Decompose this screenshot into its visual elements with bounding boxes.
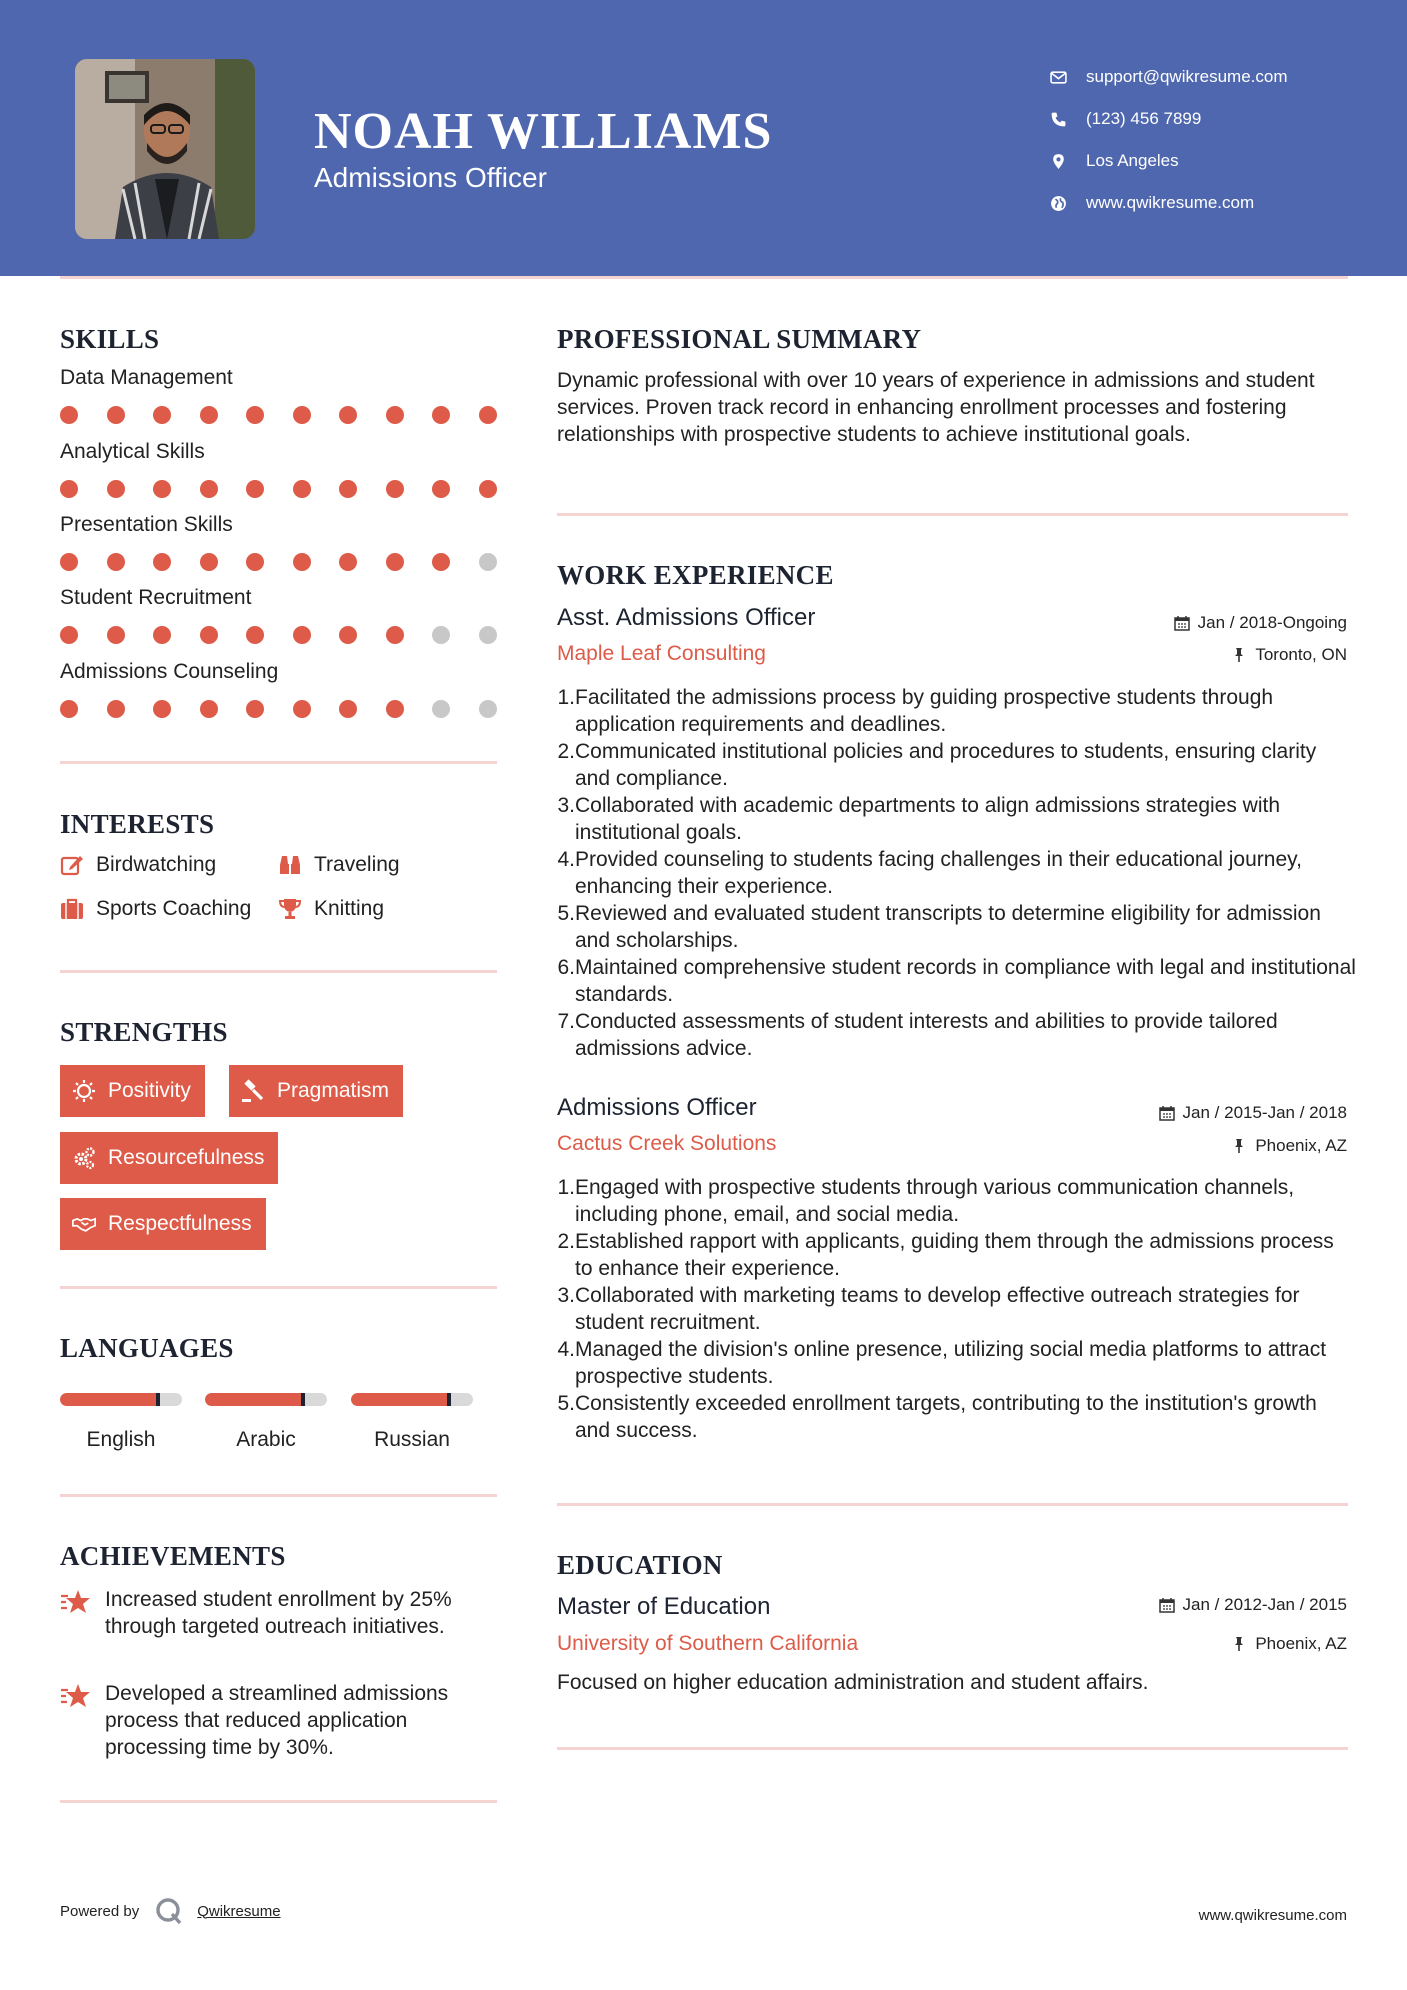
languages-title: LANGUAGES [60, 1333, 234, 1363]
skill-dot-filled [153, 700, 171, 718]
contact-phone-text: (123) 456 7899 [1086, 109, 1202, 128]
language-item [351, 1393, 473, 1452]
achievement-text: Developed a streamlined admissions process that reduced application processing time by 30%. [105, 1682, 449, 1759]
list-item-text: Managed the division's online presence, utilizing social media platforms to attract prospective students. [575, 1338, 1327, 1388]
skill-dot-filled [293, 626, 311, 644]
summary-text: Dynamic professional with over 10 years of experience in admissions and student services. Proven track record in enhancing enrollment processes and fostering relationships with prospective students to achieve institutional goals. [557, 369, 1315, 446]
briefcase-icon [60, 897, 84, 921]
strengths-title: STRENGTHS [60, 1017, 228, 1047]
strength-label: Pragmatism [277, 1079, 390, 1102]
header-divider [60, 276, 1348, 279]
strength-chip [60, 1198, 266, 1250]
list-item-text: Maintained comprehensive student records in compliance with legal and institutional standards. [575, 956, 1356, 1006]
skill-item [60, 513, 500, 577]
skill-dot-filled [200, 626, 218, 644]
skill-dot-filled [386, 553, 404, 571]
section-divider [557, 513, 1348, 516]
interest-label: Knitting [314, 897, 385, 920]
job-dates-text: Jan / 2015-Jan / 2018 [1182, 1103, 1347, 1122]
job-dates [1174, 613, 1347, 633]
contact-phone[interactable] [1050, 98, 1288, 140]
skill-dot-filled [479, 406, 497, 424]
job-location-text: Phoenix, AZ [1255, 1136, 1347, 1155]
skill-dot-filled [153, 626, 171, 644]
skill-dot-filled [200, 406, 218, 424]
language-level-bar [205, 1393, 327, 1406]
powered-by-text: Powered by [60, 1902, 140, 1920]
education-location-text: Phoenix, AZ [1255, 1634, 1347, 1653]
skill-dot-filled [246, 553, 264, 571]
sun-icon [72, 1079, 96, 1103]
interest-item [278, 853, 400, 877]
strength-label: Resourcefulness [108, 1146, 265, 1169]
company-name: Cactus Creek Solutions [557, 1132, 777, 1155]
language-level-fill [351, 1393, 449, 1406]
list-item: 6. Maintained comprehensive student records in compliance with legal and institutional standards. [557, 956, 1356, 1006]
skills-title: SKILLS [60, 324, 160, 354]
skill-dot-filled [293, 406, 311, 424]
section-divider [60, 970, 497, 973]
candidate-role: Admissions Officer [314, 162, 547, 193]
interest-item [278, 897, 384, 921]
language-level-bar [351, 1393, 473, 1406]
skill-dot-filled [60, 480, 78, 498]
summary-title: PROFESSIONAL SUMMARY [557, 324, 922, 354]
section-divider [60, 1286, 497, 1289]
school-name: University of Southern California [557, 1632, 859, 1655]
section-divider [60, 1494, 497, 1497]
education-description: Focused on higher education administration and student affairs. [557, 1671, 1149, 1694]
interests-title: INTERESTS [60, 809, 215, 839]
profile-photo [75, 59, 255, 239]
list-item-text: Conducted assessments of student interests and abilities to provide tailored admissions advice. [575, 1010, 1278, 1060]
strength-chip [60, 1065, 205, 1117]
job-location-text: Toronto, ON [1255, 645, 1347, 664]
skill-dot-empty [479, 626, 497, 644]
experience-title: WORK EXPERIENCE [557, 560, 834, 590]
achievement-item [60, 1680, 500, 1761]
skill-dot-filled [246, 700, 264, 718]
qwikresume-link[interactable]: Qwikresume [197, 1902, 281, 1920]
interest-label: Traveling [314, 853, 400, 876]
skill-dot-filled [386, 626, 404, 644]
skill-dot-filled [153, 553, 171, 571]
contact-website-text: www.qwikresume.com [1086, 193, 1255, 212]
language-item [60, 1393, 182, 1452]
list-item: 3. Collaborated with academic departments to align admissions strategies with institutional goals. [557, 792, 1357, 846]
language-level-marker [156, 1393, 160, 1406]
job-location [1231, 645, 1347, 665]
job-title: Asst. Admissions Officer [557, 604, 816, 631]
skill-item [60, 366, 500, 430]
skill-dot-filled [60, 406, 78, 424]
skill-dot-filled [339, 406, 357, 424]
skill-dot-filled [60, 553, 78, 571]
list-item: 4. Provided counseling to students facing challenges in their educational journey, enhancing their experience. [557, 846, 1357, 900]
job-title: Admissions Officer [557, 1094, 757, 1121]
language-level-fill [60, 1393, 158, 1406]
list-item: 3. Collaborated with marketing teams to develop effective outreach strategies for student recruitment. [557, 1282, 1357, 1336]
interest-label: Sports Coaching [96, 897, 252, 920]
list-item-text: Established rapport with applicants, guiding them through the admissions process to enhance their experience. [575, 1230, 1334, 1280]
skill-dot-filled [200, 553, 218, 571]
skill-dot-empty [432, 700, 450, 718]
list-item-text: Consistently exceeded enrollment targets, contributing to the institution's growth and success. [575, 1392, 1317, 1442]
job-responsibilities [557, 684, 1357, 1062]
list-item: 2. Communicated institutional policies and procedures to students, ensuring clarity and compliance. [557, 738, 1357, 792]
contact-location-text: Los Angeles [1086, 151, 1179, 170]
interest-label: Birdwatching [96, 853, 217, 876]
footer-powered-by [60, 1897, 281, 1925]
education-title: EDUCATION [557, 1550, 723, 1580]
skill-dot-filled [107, 480, 125, 498]
education-dates [1159, 1595, 1347, 1615]
pushpin-icon [1231, 647, 1247, 663]
list-item: 1. Engaged with prospective students through various communication channels, including phone, email, and social media. [557, 1174, 1357, 1228]
skill-rating [60, 700, 500, 724]
language-label: Arabic [236, 1428, 296, 1451]
skill-dot-filled [432, 480, 450, 498]
skill-dot-filled [200, 700, 218, 718]
contact-website[interactable] [1050, 182, 1288, 224]
education-dates-text: Jan / 2012-Jan / 2015 [1182, 1595, 1347, 1614]
footer-url[interactable]: www.qwikresume.com [1198, 1907, 1347, 1924]
language-level-marker [447, 1393, 451, 1406]
strength-label: Positivity [108, 1079, 191, 1102]
skill-dot-filled [107, 700, 125, 718]
skill-label: Analytical Skills [60, 440, 205, 463]
skill-dot-filled [386, 700, 404, 718]
qwikresume-logo-icon [155, 1897, 183, 1925]
skill-dot-filled [246, 406, 264, 424]
education-location [1231, 1634, 1347, 1654]
language-label: Russian [374, 1428, 450, 1451]
star-icon [60, 1588, 92, 1618]
list-item: 4. Managed the division's online presence, utilizing social media platforms to attract prospective students. [557, 1336, 1357, 1390]
skill-label: Data Management [60, 366, 233, 389]
gavel-icon [241, 1079, 265, 1103]
skill-item [60, 660, 500, 724]
envelope-icon [1050, 69, 1086, 86]
list-item: 1. Facilitated the admissions process by guiding prospective students through application requirements and deadlines. [557, 684, 1357, 738]
skill-rating [60, 406, 500, 430]
skill-dot-filled [339, 480, 357, 498]
skill-dot-empty [432, 626, 450, 644]
skill-dot-empty [479, 553, 497, 571]
language-level-bar [60, 1393, 182, 1406]
strength-chip [229, 1065, 403, 1117]
location-pin-icon [1050, 153, 1086, 170]
list-item-text: Facilitated the admissions process by guiding prospective students through application requirements and deadlines. [575, 686, 1274, 736]
job-location [1231, 1136, 1347, 1156]
skill-dot-filled [107, 406, 125, 424]
strength-chip [60, 1132, 278, 1184]
list-item-text: Collaborated with academic departments to align admissions strategies with institutional goals. [575, 794, 1281, 844]
binoculars-icon [278, 853, 302, 877]
section-divider [557, 1503, 1348, 1506]
skill-dot-filled [339, 553, 357, 571]
job-responsibilities [557, 1174, 1357, 1444]
skill-dot-filled [432, 406, 450, 424]
star-icon [60, 1682, 92, 1712]
contact-email[interactable] [1050, 56, 1288, 98]
skill-rating [60, 480, 500, 504]
skill-rating [60, 553, 500, 577]
achievement-item [60, 1586, 500, 1640]
calendar-icon [1159, 1597, 1175, 1613]
skill-dot-filled [60, 700, 78, 718]
achievement-text: Increased student enrollment by 25% through targeted outreach initiatives. [105, 1588, 452, 1638]
list-item-text: Reviewed and evaluated student transcripts to determine eligibility for admission and scholarships. [575, 902, 1321, 952]
list-item-text: Collaborated with marketing teams to develop effective outreach strategies for student recruitment. [575, 1284, 1300, 1334]
skill-dot-filled [60, 626, 78, 644]
skill-dot-filled [339, 626, 357, 644]
section-divider [60, 1800, 497, 1803]
pushpin-icon [1231, 1636, 1247, 1652]
list-item: 5. Consistently exceeded enrollment targets, contributing to the institution's growth and success. [557, 1390, 1357, 1444]
strength-label: Respectfulness [108, 1212, 252, 1235]
job-dates [1159, 1103, 1347, 1123]
skill-rating [60, 626, 500, 650]
skill-label: Presentation Skills [60, 513, 233, 536]
list-item: 2. Established rapport with applicants, guiding them through the admissions process to enhance their experience. [557, 1228, 1357, 1282]
skill-item [60, 440, 500, 504]
phone-icon [1050, 111, 1086, 128]
resume-header [0, 0, 1407, 276]
skill-dot-filled [339, 700, 357, 718]
skill-dot-filled [246, 626, 264, 644]
language-level-fill [205, 1393, 303, 1406]
cogs-icon [72, 1146, 96, 1170]
interest-item [60, 853, 216, 877]
globe-icon [1050, 195, 1086, 212]
list-item-text: Provided counseling to students facing challenges in their educational journey, enhancing their experience. [575, 848, 1302, 898]
list-item-text: Communicated institutional policies and procedures to students, ensuring clarity and compliance. [575, 740, 1317, 790]
skill-dot-filled [386, 480, 404, 498]
skill-dot-empty [479, 700, 497, 718]
degree-title: Master of Education [557, 1593, 771, 1620]
skill-dot-filled [432, 553, 450, 571]
calendar-icon [1159, 1105, 1175, 1121]
skill-dot-filled [200, 480, 218, 498]
language-item [205, 1393, 327, 1452]
section-divider [60, 761, 497, 764]
list-item-text: Engaged with prospective students through various communication channels, including phone, email, and social media. [575, 1176, 1295, 1226]
contact-email-text: support@qwikresume.com [1086, 67, 1288, 86]
pencil-square-icon [60, 853, 84, 877]
contact-location [1050, 140, 1288, 182]
interest-item [60, 897, 251, 921]
handshake-icon [72, 1212, 96, 1236]
skill-dot-filled [386, 406, 404, 424]
job-dates-text: Jan / 2018-Ongoing [1197, 613, 1347, 632]
skill-dot-filled [293, 700, 311, 718]
skill-dot-filled [293, 480, 311, 498]
language-level-marker [301, 1393, 305, 1406]
skill-label: Admissions Counseling [60, 660, 279, 683]
list-item: 5. Reviewed and evaluated student transcripts to determine eligibility for admission and scholarships. [557, 900, 1357, 954]
pushpin-icon [1231, 1138, 1247, 1154]
section-divider [557, 1747, 1348, 1750]
achievements-title: ACHIEVEMENTS [60, 1541, 286, 1571]
language-label: English [86, 1428, 156, 1451]
contact-list [1050, 56, 1288, 224]
skill-dot-filled [479, 480, 497, 498]
skill-dot-filled [153, 406, 171, 424]
candidate-name: NOAH WILLIAMS [314, 103, 773, 160]
company-name: Maple Leaf Consulting [557, 642, 766, 665]
calendar-icon [1174, 615, 1190, 631]
skill-dot-filled [293, 553, 311, 571]
skill-item [60, 586, 500, 650]
list-item: 7. Conducted assessments of student interests and abilities to provide tailored admissions advice. [557, 1008, 1357, 1062]
trophy-icon [278, 897, 302, 921]
skill-dot-filled [246, 480, 264, 498]
skill-dot-filled [107, 553, 125, 571]
skill-dot-filled [153, 480, 171, 498]
skill-dot-filled [107, 626, 125, 644]
skill-label: Student Recruitment [60, 586, 252, 609]
